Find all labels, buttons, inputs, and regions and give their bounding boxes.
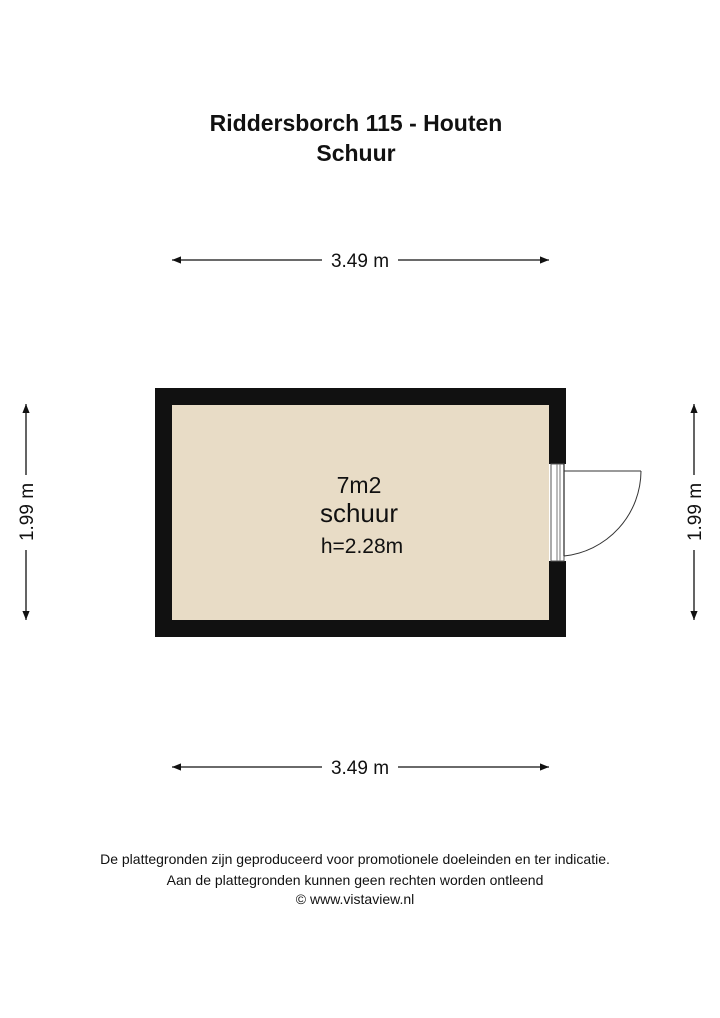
plan-subtitle: Schuur [316, 140, 396, 166]
door-swing-arc [564, 471, 641, 556]
disclaimer-line-1: De plattegronden zijn geproduceerd voor promotionele doeleinden en ter indicatie. [100, 851, 610, 867]
room-height-label: h=2.28m [320, 535, 404, 558]
copyright-line: © www.vistaview.nl [295, 891, 415, 907]
left-dimension-label: 1.99 m [17, 482, 38, 542]
wall-left [155, 388, 172, 637]
room-name-label: schuur [319, 498, 399, 528]
right-dimension [685, 404, 706, 620]
disclaimer-line-2: Aan de plattegronden kunnen geen rechten worden ontleend [166, 872, 544, 888]
door [551, 464, 641, 561]
right-dimension-label: 1.99 m [685, 482, 706, 542]
wall-top [155, 388, 566, 405]
top-dimension-label: 3.49 m [330, 251, 390, 272]
left-dimension [17, 404, 38, 620]
top-dimension [172, 251, 549, 272]
bottom-dimension [172, 758, 549, 779]
room-area-label: 7m2 [336, 472, 382, 498]
wall-right-lower [549, 561, 566, 637]
plan-title: Riddersborch 115 - Houten [209, 110, 503, 136]
bottom-dimension-label: 3.49 m [330, 758, 390, 779]
wall-right-upper [549, 388, 566, 464]
wall-bottom [155, 620, 566, 637]
